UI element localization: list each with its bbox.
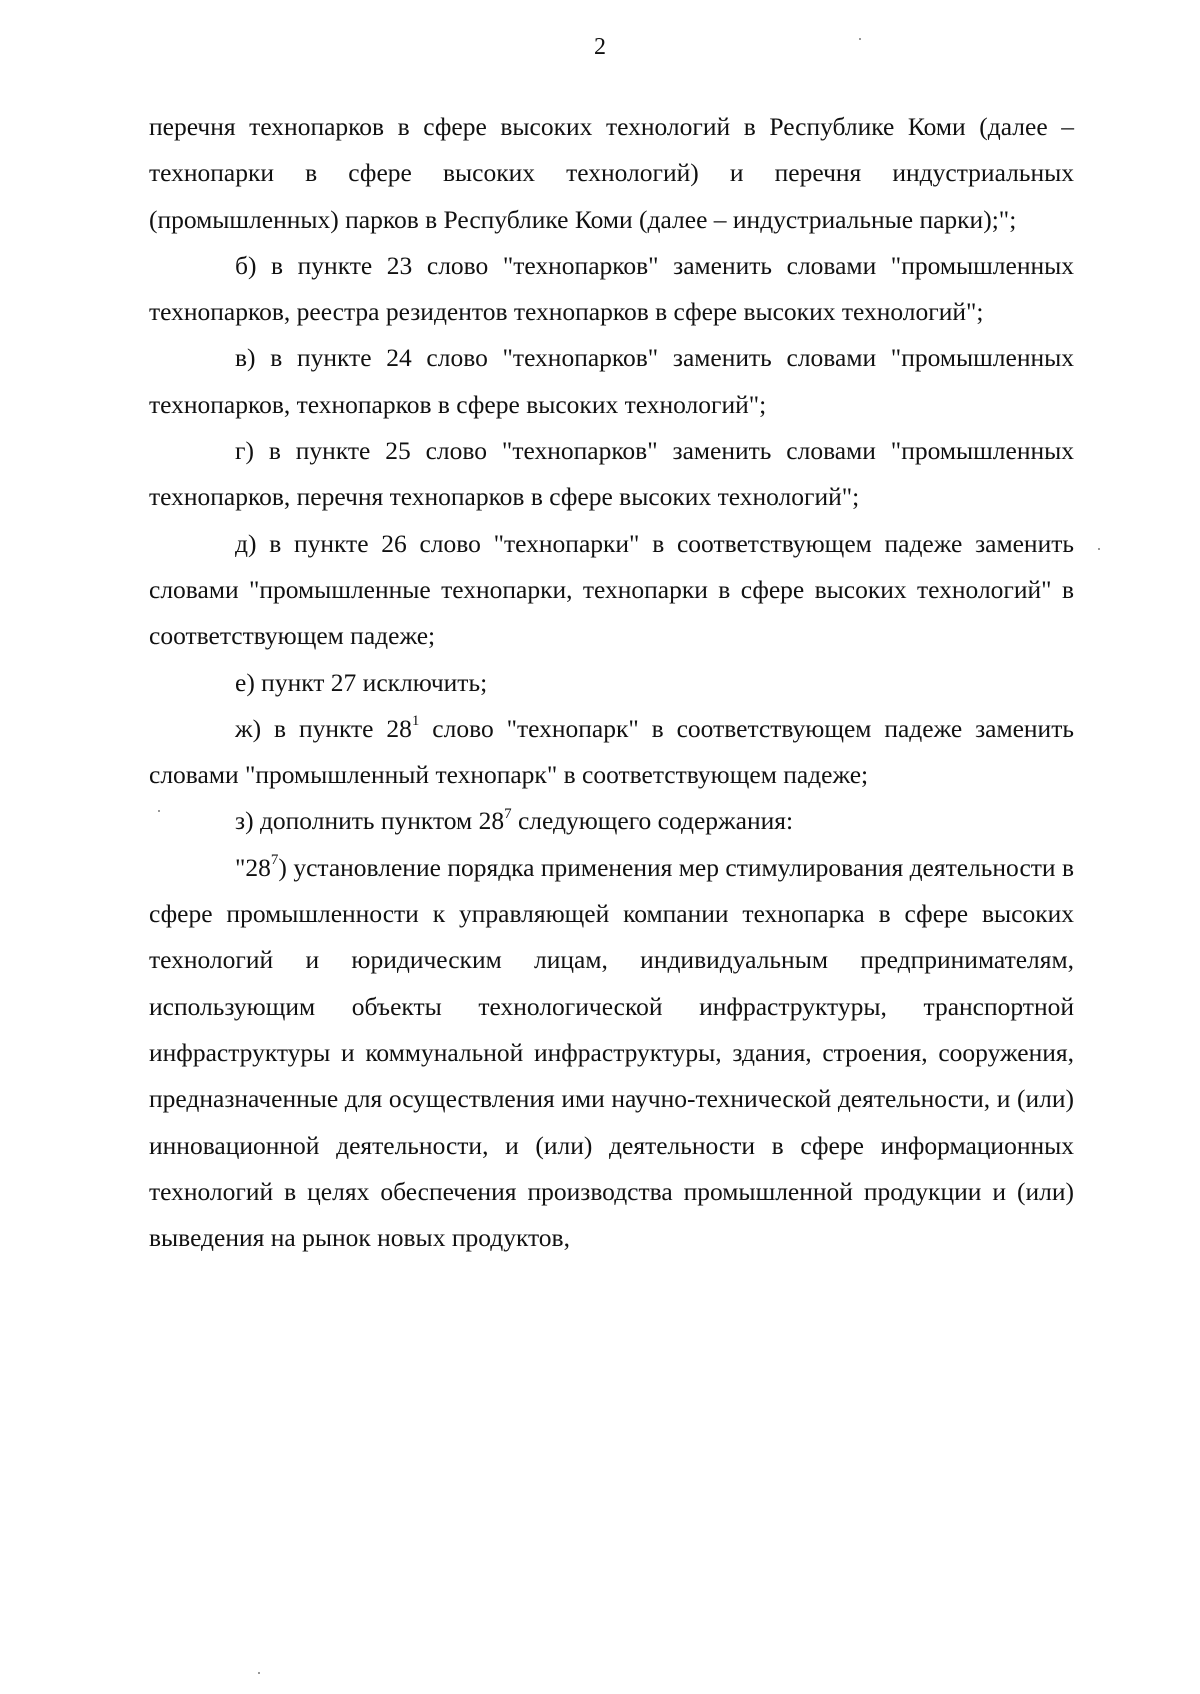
- superscript: 7: [504, 805, 512, 822]
- document-body: [149, 104, 1074, 1261]
- paragraph-item-b: б) в пункте 23 слово "технопарков" заменить словами "промышленных технопарков, реестра резидентов технопарков в сфере высоких технологий";: [149, 250, 1074, 327]
- paragraph-new-item-28-7: [149, 845, 1074, 1262]
- paragraph-item-zh: [149, 706, 1074, 799]
- paragraph-text: слово "технопарк" в соответствующем падеже заменить словами "промышленный технопарк" в соответствующем падеже;: [149, 713, 1074, 790]
- paragraph-item-v: в) в пункте 24 слово "технопарков" заменить словами "промышленных технопарков, технопарков в сфере высоких технологий";: [149, 343, 1074, 419]
- page-number: 2: [594, 34, 606, 60]
- superscript: 7: [270, 852, 279, 869]
- paragraph-text: з) дополнить пунктом 28: [235, 806, 505, 836]
- paragraph-item-d: д) в пункте 26 слово "технопарки" в соответствующем падеже заменить словами "промышленные технопарки, технопарки в сфере высоких технологий" в соответствующем падеже;: [149, 528, 1074, 651]
- scan-speck: [258, 1672, 260, 1674]
- paragraph-continuation: перечня технопарков в сфере высоких технологий в Республике Коми (далее – технопарки в сфере высоких технологий) и перечня индустриальных (промышленных) парков в Республике Коми (далее – индустриальные парки);";: [149, 112, 1074, 234]
- paragraph-text: "28: [235, 852, 271, 882]
- paragraph-text: ж) в пункте 28: [235, 713, 412, 743]
- scan-speck: [158, 810, 160, 812]
- superscript: 1: [411, 713, 420, 730]
- paragraph-text: ) установление порядка применения мер стимулирования деятельности в сфере промышленности к управляющей компании технопарка в сфере высоких технологий и юридическим лицам, индивидуальным предпринимателям, использующим объекты технологической инфраструктуры, транспортной инфраструктуры и коммунальной инфраструктуры, здания, строения, сооружения, предназначенные для осуществления ими научно-технической деятельности, и (или) инновационной деятельности, и (или) деятельности в сфере информационных технологий в целях обеспечения производства промышленной продукции и (или) выведения на рынок новых продуктов,: [149, 852, 1074, 1253]
- paragraph-item-g: г) в пункте 25 слово "технопарков" заменить словами "промышленных технопарков, перечня технопарков в сфере высоких технологий";: [149, 436, 1074, 512]
- scan-speck: [859, 38, 861, 40]
- scan-speck: [1098, 548, 1100, 550]
- paragraph-item-e: е) пункт 27 исключить;: [235, 667, 488, 697]
- paragraph-item-z: [149, 798, 1074, 844]
- paragraph-text: следующего содержания:: [511, 806, 794, 836]
